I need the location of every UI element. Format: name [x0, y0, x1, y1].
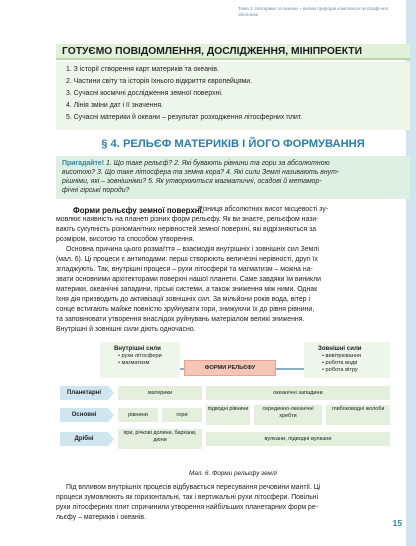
paragraph-line: згладжують. Так, внутрішні процеси – рухи літосфери та магматизм – можна на-	[56, 266, 313, 273]
projects-heading	[56, 44, 410, 60]
cell-continents: материки	[118, 386, 202, 400]
cell-volcanoes: вулкани, підводні вулкани	[206, 432, 390, 446]
external-forces-title: Зовнішні сили	[318, 345, 362, 352]
external-force-item: • робота вітру	[322, 367, 358, 373]
paragraph-line: льєфу – материків і океанів.	[56, 514, 146, 521]
recall-label: Пригадайте!	[62, 160, 105, 167]
internal-forces-title: Внутрішні сили	[114, 345, 161, 352]
section-title: § 4. РЕЛЬЄФ МАТЕРИКІВ І ЙОГО ФОРМУВАННЯ	[101, 138, 365, 150]
list-item: 3. Сучасні космічні дослідження земної поверхні.	[66, 90, 223, 97]
internal-force-item: • магматизм	[118, 360, 150, 366]
paragraph-line: мовлює наявність на планеті різних форм рельєфу. Як ви знаєте, рельєфом нази-	[56, 216, 319, 223]
running-head: Тема 2. Материки та океани – великі природні комплекси географічної оболонки	[238, 6, 389, 17]
paragraph-line: (мал. 6). Ці процеси є антиподами: перші створюють величезні нерівності, другі їх	[56, 256, 318, 263]
list-item: 5. Сучасні материки й океани – результат розходження літосферних плит.	[66, 114, 303, 121]
paragraph-line: рухи літосферних плит спричинили утворення найбільших планетарних форм ре-	[56, 504, 319, 511]
paragraph-line: материки, океанічні западини, гірські системи, а також зниження між ними. Однак	[56, 286, 318, 293]
figure-caption: Мал. 6. Форми рельєфу землі	[189, 470, 277, 477]
recall-line: рішніми, які – зовнішніми? 5. Як утворюються магматичні, осадові й метамор-	[62, 178, 322, 185]
list-item: 2. Частини світу та історія їхнього відкриття європейцями.	[66, 78, 253, 85]
external-force-item: • робота води	[322, 360, 358, 366]
cell-plains: рівнини	[118, 408, 158, 422]
paragraph-line: звати основними архітекторами поверхні нашої планети. Саме завдяки їм виникли	[56, 276, 321, 283]
relief-forms-title: ФОРМИ РЕЛЬЄФУ	[184, 360, 276, 376]
subheading: Форми рельєфу земної поверхні.	[73, 206, 204, 215]
list-item: 1. З історії створення карт материків та океанів.	[66, 66, 219, 73]
cell-ocean-basins: океанічні западини	[206, 386, 390, 400]
paragraph-line: Основна причина цього розмаїття – взаємодія внутрішніх і зовнішніх сил Землі	[66, 246, 319, 253]
paragraph-line: Різниця абсолютних висот місцевості зу-	[198, 206, 329, 213]
projects-title: ГОТУЄМО ПОВІДОМЛЕННЯ, ДОСЛІДЖЕННЯ, МІНІПРОЕКТИ	[62, 46, 362, 57]
recall-line	[62, 160, 330, 167]
paragraph-line: їхня дія призводить до активізації зовнішніх сил. За мільйони років вода, вітер і	[56, 296, 310, 303]
connector-arrow	[276, 368, 304, 370]
cell-ravines: яри, річкові долини, бархани, дюни	[118, 429, 202, 449]
cell-mountains: гори	[162, 408, 202, 422]
internal-force-item: • рухи літосфери	[118, 353, 162, 359]
list-item: 4. Лінія зміни дат і її значення.	[66, 102, 163, 109]
paragraph-line: Під впливом внутрішніх процесів відбувається пересування речовини мантії. Ці	[66, 484, 321, 491]
row-label-planetary: Планетарні	[60, 386, 108, 400]
recall-text: 1. Що таке рельєф? 2. Які бувають рівнини та гори за абсолютною	[105, 160, 330, 167]
paragraph-line: розміром, висотою та способом утворення.	[56, 236, 195, 243]
page-number: 15	[392, 518, 402, 528]
external-forces-box	[304, 342, 390, 378]
cell-underwater-plains: підводні рівнини	[206, 405, 250, 425]
recall-line: висотою? 3. Що таке літосфера та земна кора? 4. Які сили Землі називають внут-	[62, 169, 340, 176]
paragraph-line: сонце встигають майже повністю зруйнувати гори, знижуючи їх до рівня рівнини,	[56, 306, 315, 313]
internal-forces-box	[100, 342, 180, 378]
paragraph-line: Внутрішні й зовнішні сили діють одночасно.	[56, 326, 196, 333]
recall-box	[56, 156, 410, 199]
paragraph-line: та заповнювати утворення внаслідок руйнувань матеріалом великі зниження.	[56, 316, 305, 323]
paragraph-line: процеси зумовлюють як горизонтальні, так і вертикальні рухи літосфери. Повільні	[56, 494, 319, 501]
cell-mid-ocean-ridges: серединно-океанічні хребти	[254, 405, 322, 425]
relief-diagram	[56, 338, 410, 466]
external-force-item: • вивітрювання	[322, 353, 361, 359]
row-label-main: Основні	[60, 408, 108, 422]
cell-trenches: глибоководні жолоби	[326, 405, 390, 425]
row-label-small: Дрібні	[60, 432, 108, 446]
recall-line: фічні гірські породи?	[62, 187, 130, 194]
connector-arrow	[180, 368, 184, 370]
projects-list	[56, 62, 410, 130]
paragraph-line: вають сукупність різноманітних нерівностей земної поверхні, які відрізняються за	[56, 226, 317, 233]
